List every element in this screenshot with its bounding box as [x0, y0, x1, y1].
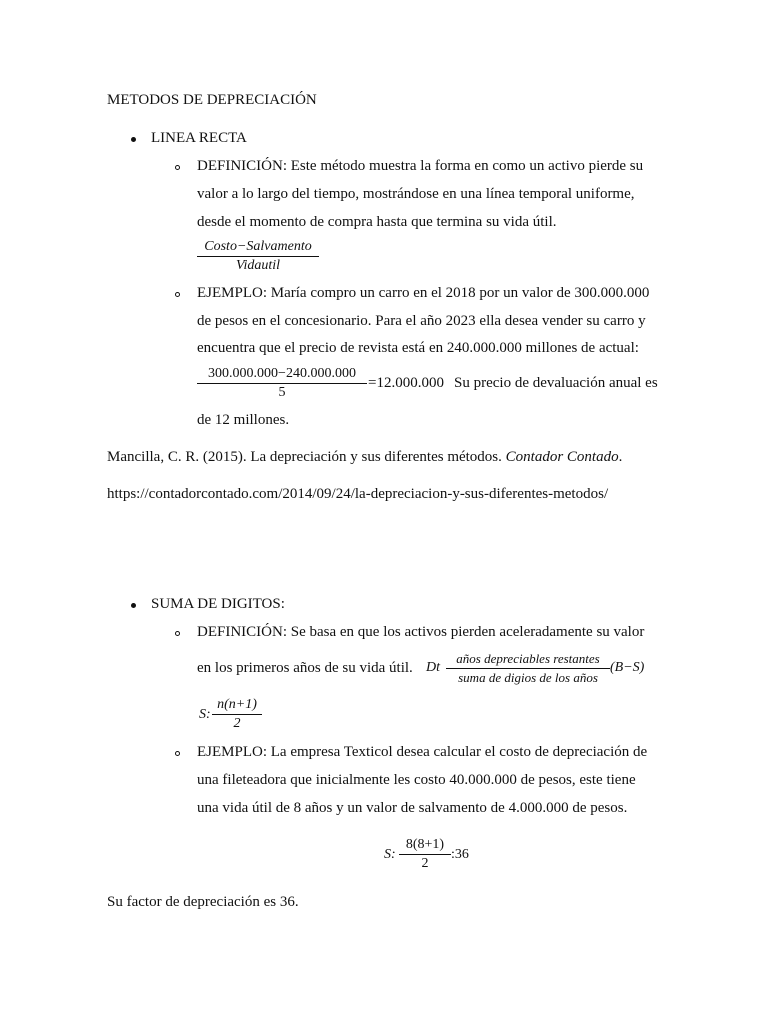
citation-journal: Contador Contado [505, 449, 619, 465]
formula-numerator: años depreciables restantes [456, 651, 600, 666]
calc-result: =12.000.000 [368, 375, 444, 391]
formula-denominator: suma de digios de los años [458, 670, 598, 685]
citation [107, 449, 622, 466]
s-label: S: [199, 707, 211, 722]
ejemplo-line: EJEMPLO: María compro un carro en el 2018 por un valor de 300.000.000 [197, 285, 650, 301]
definicion-line: en los primeros años de su vida útil. [197, 660, 413, 676]
formula-suma-digitos [446, 651, 610, 686]
definicion-line: DEFINICIÓN: Se basa en que los activos pierden aceleradamente su valor [197, 624, 645, 640]
s-label: S: [384, 847, 396, 862]
citation-url[interactable]: https://contadorcontado.com/2014/09/24/la-depreciacion-y-sus-diferentes-metodos/ [107, 486, 609, 502]
section-heading-suma-digitos: SUMA DE DIGITOS: [151, 596, 285, 612]
calc-text: Su precio de devaluación anual es [454, 375, 658, 391]
formula-numerator: 8(8+1) [405, 837, 445, 852]
calc-denominator: 5 [278, 385, 286, 400]
sub-bullet-icon [175, 292, 180, 297]
formula-linea-recta [197, 239, 319, 274]
calc-fraction [197, 366, 367, 401]
page-title: METODOS DE DEPRECIACIÓN [107, 92, 317, 108]
formula-denominator: Vidautil [235, 258, 281, 273]
sub-bullet-icon [175, 165, 180, 170]
formula-prefix: Dt [426, 660, 440, 675]
ejemplo-line: EJEMPLO: La empresa Texticol desea calcular el costo de depreciación de [197, 744, 648, 760]
definicion-line: DEFINICIÓN: Este método muestra la forma en como un activo pierde su [197, 158, 644, 174]
calc-numerator: 300.000.000−240.000.000 [208, 366, 356, 381]
ejemplo-line: encuentra que el precio de revista está en 240.000.000 millones de actual: [197, 340, 639, 356]
definicion-line: valor a lo largo del tiempo, mostrándose en una línea temporal uniforme, [197, 186, 635, 202]
ejemplo-line: de 12 millones. [197, 412, 290, 428]
definicion-line: desde el momento de compra hasta que termina su vida útil. [197, 214, 557, 230]
formula-numerator: n(n+1) [217, 697, 257, 712]
formula-numerator: Costo−Salvamento [204, 239, 312, 254]
sub-bullet-icon [175, 751, 180, 756]
bullet-icon [131, 603, 136, 608]
citation-text: Mancilla, C. R. (2015). La depreciación y sus diferentes métodos. [107, 449, 502, 465]
conclusion: Su factor de depreciación es 36. [107, 894, 299, 910]
formula-suffix: (B−S) [610, 660, 645, 675]
ejemplo-line: una vida útil de 8 años y un valor de salvamento de 4.000.000 de pesos. [197, 800, 628, 816]
formula-s-example [399, 837, 451, 872]
ejemplo-line: una fileteadora que inicialmente les costo 40.000.000 de pesos, este tiene [197, 772, 636, 788]
ejemplo-line: de pesos en el concesionario. Para el año 2023 ella desea vender su carro y [197, 313, 646, 329]
bullet-icon [131, 137, 136, 142]
citation-period: . [618, 449, 623, 465]
sub-bullet-icon [175, 631, 180, 636]
formula-s [212, 697, 262, 732]
formula-denominator: 2 [421, 856, 429, 871]
s-result: :36 [451, 847, 469, 862]
section-heading-linea-recta: LINEA RECTA [151, 130, 247, 146]
formula-denominator: 2 [233, 716, 241, 731]
